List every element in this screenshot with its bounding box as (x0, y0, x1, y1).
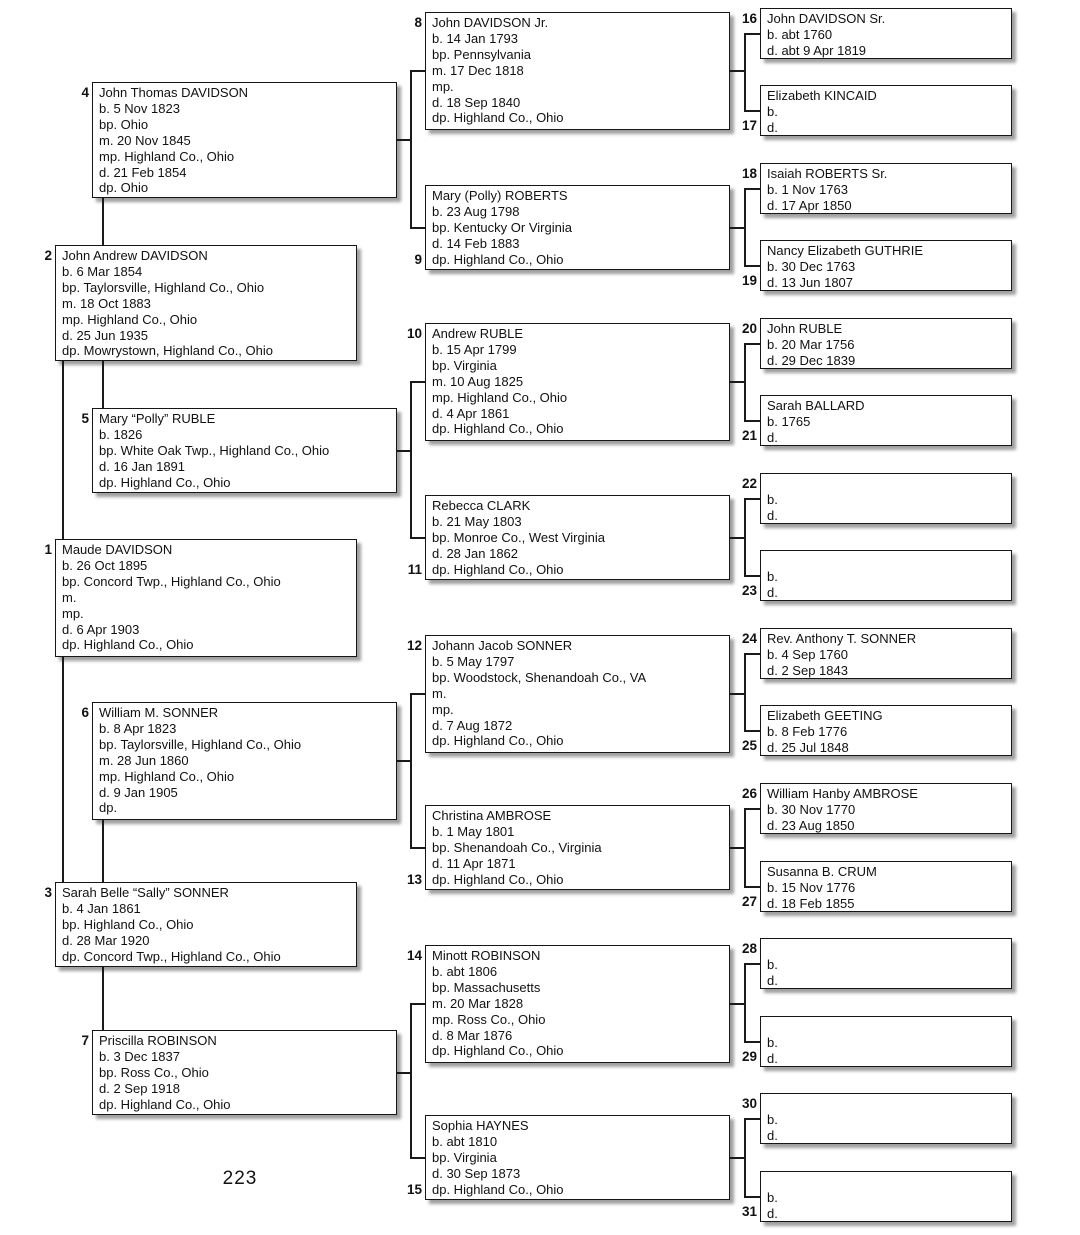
connector-line (62, 361, 64, 539)
person-box (44, 882, 357, 967)
person-number: 9 (414, 252, 422, 267)
connector-line (730, 70, 744, 72)
person-body (761, 164, 1011, 214)
connector-line (410, 1003, 412, 1159)
connector-line (744, 420, 760, 422)
person-detail-line: m. (62, 589, 77, 605)
person-name: John Thomas DAVIDSON (99, 85, 249, 100)
person-box (741, 938, 1012, 989)
person-detail-line: bp. Monroe Co., West Virginia (432, 529, 605, 545)
person-detail-line: bp. Shenandoah Co., Virginia (432, 839, 602, 855)
person-detail-line: b. 14 Jan 1793 (432, 30, 519, 46)
person-box (741, 395, 1012, 446)
person-body (761, 551, 1011, 601)
connector-line (744, 808, 746, 888)
person-detail-line: bp. Virginia (432, 357, 497, 373)
person-body (426, 636, 729, 749)
person-detail-line: d. (767, 1050, 778, 1066)
person-detail-line: d. 17 Apr 1850 (767, 197, 852, 213)
person-detail-line: d. (767, 1205, 778, 1221)
connector-line (102, 361, 104, 408)
connector-line (744, 265, 760, 267)
person-body (761, 784, 1011, 834)
person-detail-line: m. 18 Oct 1883 (62, 295, 151, 311)
person-detail-line: b. 3 Dec 1837 (99, 1048, 180, 1064)
connector-line (730, 847, 744, 849)
person-box (406, 323, 730, 441)
person-detail-line: bp. White Oak Twp., Highland Co., Ohio (99, 442, 330, 458)
person-name: Priscilla ROBINSON (99, 1033, 217, 1048)
connector-line (744, 33, 760, 35)
person-detail-line: dp. Highland Co., Ohio (99, 474, 231, 490)
person-body (93, 703, 396, 816)
connector-line (744, 1041, 760, 1043)
person-detail-line: b. 26 Oct 1895 (62, 557, 148, 573)
person-body (426, 1116, 729, 1198)
person-detail-line: b. abt 1806 (432, 963, 498, 979)
person-number: 7 (81, 1033, 89, 1048)
connector-line (744, 343, 760, 345)
person-number: 12 (406, 638, 422, 653)
person-detail-line: dp. Concord Twp., Highland Co., Ohio (62, 948, 281, 964)
person-number: 1 (44, 542, 52, 557)
person-name (767, 941, 1005, 957)
connector-line (744, 963, 760, 965)
person-detail-line: b. 30 Nov 1770 (767, 801, 856, 817)
person-box (741, 240, 1012, 291)
connector-line (410, 537, 425, 539)
person-body (761, 939, 1011, 989)
person-detail-line: d. 13 Jun 1807 (767, 274, 854, 290)
person-detail-line: d. abt 9 Apr 1819 (767, 42, 867, 58)
person-detail-line: dp. Highland Co., Ohio (432, 871, 564, 887)
person-detail-line: bp. Pennsylvania (432, 46, 532, 62)
person-number: 28 (741, 941, 757, 956)
person-detail-line: d. 4 Apr 1861 (432, 405, 510, 421)
person-box (81, 82, 397, 198)
person-number: 31 (741, 1204, 757, 1219)
person-number: 22 (741, 476, 757, 491)
person-detail-line: mp. Highland Co., Ohio (99, 768, 235, 784)
person-body (56, 246, 356, 359)
person-box (741, 318, 1012, 369)
connector-line (730, 537, 744, 539)
person-detail-line: mp. (62, 605, 84, 621)
person-detail-line: d. 16 Jan 1891 (99, 458, 186, 474)
person-number: 29 (741, 1049, 757, 1064)
person-number: 19 (741, 273, 757, 288)
person-name: Mary (Polly) ROBERTS (432, 188, 568, 203)
connector-line (744, 730, 760, 732)
person-name: Johann Jacob SONNER (432, 638, 573, 653)
connector-line (744, 963, 746, 1043)
person-detail-line: bp. Ross Co., Ohio (99, 1064, 209, 1080)
person-body (426, 324, 729, 437)
person-name: Minott ROBINSON (432, 948, 541, 963)
person-detail-line: b. (767, 1111, 778, 1127)
person-body (761, 86, 1011, 136)
connector-line (730, 1003, 744, 1005)
person-box (741, 473, 1012, 524)
person-name: Susanna B. CRUM (767, 864, 877, 879)
person-number: 14 (406, 948, 422, 963)
person-number: 5 (81, 411, 89, 426)
person-detail-line: m. 17 Dec 1818 (432, 62, 524, 78)
person-detail-line: bp. Taylorsville, Highland Co., Ohio (99, 736, 302, 752)
person-detail-line: b. 4 Jan 1861 (62, 900, 141, 916)
person-box (741, 705, 1012, 756)
person-detail-line: bp. Taylorsville, Highland Co., Ohio (62, 279, 265, 295)
connector-line (730, 693, 744, 695)
person-body (426, 496, 729, 578)
person-body (426, 946, 729, 1059)
person-name: William M. SONNER (99, 705, 219, 720)
person-detail-line: mp. (432, 78, 454, 94)
person-box (414, 12, 730, 130)
person-body (761, 1094, 1011, 1144)
person-detail-line: d. (767, 1127, 778, 1143)
person-body (761, 241, 1011, 291)
person-name: Rebecca CLARK (432, 498, 531, 513)
person-detail-line: d. 29 Dec 1839 (767, 352, 856, 368)
person-body (761, 706, 1011, 756)
person-box (741, 1016, 1012, 1067)
person-detail-line: dp. Highland Co., Ohio (62, 637, 194, 653)
connector-line (410, 1003, 425, 1005)
connector-line (62, 657, 64, 882)
person-number: 30 (741, 1096, 757, 1111)
connector-line (744, 1196, 760, 1198)
person-box (741, 628, 1012, 679)
connector-line (744, 188, 746, 267)
connector-line (744, 188, 760, 190)
person-number: 23 (741, 583, 757, 598)
person-detail-line: b. 23 Aug 1798 (432, 203, 520, 219)
connector-line (744, 808, 760, 810)
page-number: 223 (222, 1168, 258, 1189)
person-detail-line: d. (767, 119, 778, 135)
person-body (426, 13, 729, 126)
person-detail-line: dp. Highland Co., Ohio (432, 733, 564, 749)
person-detail-line: d. 18 Sep 1840 (432, 94, 521, 110)
person-name: William Hanby AMBROSE (767, 786, 918, 801)
person-box (741, 85, 1012, 136)
connector-line (730, 227, 744, 229)
person-body (93, 1031, 396, 1113)
person-detail-line: b. 15 Nov 1776 (767, 879, 856, 895)
person-box (741, 861, 1012, 912)
person-name (767, 1174, 1005, 1190)
person-number: 6 (81, 705, 89, 720)
person-detail-line: b. abt 1760 (767, 26, 833, 42)
connector-line (744, 33, 746, 112)
person-detail-line: bp. Woodstock, Shenandoah Co., VA (432, 669, 647, 685)
connector-line (744, 498, 746, 577)
connector-line (744, 343, 746, 422)
person-body (56, 540, 356, 653)
person-detail-line: mp. Ross Co., Ohio (432, 1011, 546, 1027)
person-detail-line: b. 1 Nov 1763 (767, 181, 848, 197)
person-box (741, 550, 1012, 601)
person-name (767, 1096, 1005, 1112)
connector-line (744, 653, 760, 655)
person-detail-line: b. 30 Dec 1763 (767, 258, 856, 274)
person-detail-line: d. 30 Sep 1873 (432, 1165, 521, 1181)
person-name: Elizabeth KINCAID (767, 88, 877, 103)
person-detail-line: dp. Highland Co., Ohio (99, 1096, 231, 1112)
person-name: Andrew RUBLE (432, 326, 524, 341)
connector-line (102, 198, 104, 245)
person-detail-line: b. (767, 956, 778, 972)
person-detail-line: d. (767, 429, 778, 445)
connector-line (730, 381, 744, 383)
person-name: Sophia HAYNES (432, 1118, 529, 1133)
person-detail-line: dp. Highland Co., Ohio (432, 421, 564, 437)
person-detail-line: d. 28 Jan 1862 (432, 545, 519, 561)
person-number: 17 (741, 118, 757, 133)
person-body (426, 806, 729, 888)
connector-line (410, 227, 425, 229)
person-name: Nancy Elizabeth GUTHRIE (767, 243, 924, 258)
person-detail-line: bp. Highland Co., Ohio (62, 916, 194, 932)
person-name: Rev. Anthony T. SONNER (767, 631, 917, 646)
person-detail-line: d. 9 Jan 1905 (99, 784, 178, 800)
person-detail-line: b. 6 Mar 1854 (62, 263, 143, 279)
person-detail-line: bp. Virginia (432, 1149, 497, 1165)
person-detail-line: b. 1826 (99, 426, 143, 442)
person-number: 18 (741, 166, 757, 181)
person-number: 2 (44, 248, 52, 263)
person-name: Maude DAVIDSON (62, 542, 173, 557)
person-number: 16 (741, 11, 757, 26)
person-detail-line: b. 1765 (767, 413, 811, 429)
person-detail-line: b. (767, 491, 778, 507)
connector-line (744, 653, 746, 732)
connector-line (730, 1157, 744, 1159)
person-detail-line: b. 21 May 1803 (432, 513, 522, 529)
person-detail-line: dp. Ohio (99, 180, 149, 196)
connector-line (102, 967, 104, 1030)
connector-line (410, 70, 425, 72)
person-detail-line: dp. Highland Co., Ohio (432, 561, 564, 577)
connector-line (397, 139, 410, 141)
person-detail-line: d. 2 Sep 1918 (99, 1080, 180, 1096)
person-body (761, 474, 1011, 524)
person-name (767, 1019, 1005, 1035)
person-body (426, 186, 729, 268)
person-detail-line: d. 23 Aug 1850 (767, 817, 855, 833)
connector-line (397, 1072, 410, 1074)
person-box (81, 702, 397, 820)
person-name: Elizabeth GEETING (767, 708, 883, 723)
person-detail-line: mp. Highland Co., Ohio (62, 311, 198, 327)
person-number: 10 (406, 326, 422, 341)
person-name: Sarah Belle “Sally” SONNER (62, 885, 229, 900)
person-box (741, 8, 1012, 59)
person-detail-line: bp. Massachusetts (432, 979, 541, 995)
person-name: John DAVIDSON Sr. (767, 11, 886, 26)
person-detail-line: m. 20 Mar 1828 (432, 995, 524, 1011)
person-number: 8 (414, 15, 422, 30)
person-box (81, 1030, 397, 1115)
person-body (761, 1172, 1011, 1222)
person-detail-line: b. 15 Apr 1799 (432, 341, 517, 357)
person-name: Isaiah ROBERTS Sr. (767, 166, 888, 181)
person-detail-line: dp. Mowrystown, Highland Co., Ohio (62, 343, 273, 359)
person-detail-line: d. 25 Jun 1935 (62, 327, 149, 343)
person-detail-line: bp. Concord Twp., Highland Co., Ohio (62, 573, 281, 589)
person-box (44, 539, 357, 657)
person-detail-line: d. 21 Feb 1854 (99, 164, 187, 180)
person-detail-line: m. 10 Aug 1825 (432, 373, 524, 389)
person-detail-line: d. (767, 507, 778, 523)
person-detail-line: dp. (99, 800, 118, 816)
person-box (741, 783, 1012, 834)
person-number: 13 (406, 872, 422, 887)
person-number: 26 (741, 786, 757, 801)
person-detail-line: d. 11 Apr 1871 (432, 855, 516, 871)
connector-line (410, 693, 412, 849)
person-number: 21 (741, 428, 757, 443)
person-detail-line: d. 6 Apr 1903 (62, 621, 140, 637)
person-number: 25 (741, 738, 757, 753)
person-number: 11 (407, 562, 422, 577)
connector-line (102, 820, 104, 882)
person-detail-line: mp. Highland Co., Ohio (432, 389, 568, 405)
person-name: Mary “Polly” RUBLE (99, 411, 216, 426)
person-detail-line: b. 4 Sep 1760 (767, 646, 848, 662)
person-detail-line: b. 1 May 1801 (432, 823, 515, 839)
person-number: 24 (741, 631, 757, 646)
person-body (761, 396, 1011, 446)
person-name: John DAVIDSON Jr. (432, 15, 549, 30)
person-name (767, 476, 1005, 492)
person-body (761, 1017, 1011, 1067)
connector-line (744, 1118, 746, 1198)
person-detail-line: b. 20 Mar 1756 (767, 336, 855, 352)
connector-line (410, 381, 412, 539)
connector-line (744, 498, 760, 500)
person-box (741, 1171, 1012, 1222)
person-detail-line: b. (767, 103, 778, 119)
person-detail-line: b. 8 Apr 1823 (99, 720, 177, 736)
person-detail-line: d. 7 Aug 1872 (432, 717, 513, 733)
person-detail-line: d. 25 Jul 1848 (767, 739, 849, 755)
person-number: 4 (81, 85, 89, 100)
person-box (44, 245, 357, 361)
person-name: John Andrew DAVIDSON (62, 248, 208, 263)
person-detail-line: d. 8 Mar 1876 (432, 1027, 513, 1043)
person-detail-line: d. (767, 972, 778, 988)
person-detail-line: mp. Highland Co., Ohio (99, 148, 235, 164)
person-detail-line: b. abt 1810 (432, 1133, 498, 1149)
person-detail-line: d. 2 Sep 1843 (767, 662, 848, 678)
person-detail-line: m. 20 Nov 1845 (99, 132, 191, 148)
person-box (741, 163, 1012, 214)
connector-line (410, 70, 412, 229)
person-box (741, 1093, 1012, 1144)
person-detail-line: d. 14 Feb 1883 (432, 235, 520, 251)
person-number: 15 (406, 1182, 422, 1197)
person-body (761, 862, 1011, 912)
person-number: 3 (44, 885, 52, 900)
person-name: Christina AMBROSE (432, 808, 552, 823)
person-detail-line: bp. Kentucky Or Virginia (432, 219, 572, 235)
person-detail-line: b. 8 Feb 1776 (767, 723, 848, 739)
person-box (414, 185, 730, 270)
person-body (761, 629, 1011, 679)
person-detail-line: d. (767, 584, 778, 600)
person-detail-line: bp. Ohio (99, 116, 149, 132)
person-detail-line: d. 18 Feb 1855 (767, 895, 855, 911)
connector-line (744, 886, 760, 888)
person-detail-line: dp. Highland Co., Ohio (432, 1181, 564, 1197)
connector-line (410, 847, 425, 849)
person-body (93, 83, 396, 196)
person-name: John RUBLE (767, 321, 843, 336)
person-name (767, 553, 1005, 569)
person-body (761, 319, 1011, 369)
person-detail-line: dp. Highland Co., Ohio (432, 251, 564, 267)
person-detail-line: b. 5 Nov 1823 (99, 100, 180, 116)
person-name: Sarah BALLARD (767, 398, 865, 413)
person-box (406, 945, 730, 1063)
connector-line (410, 693, 425, 695)
person-detail-line: b. (767, 568, 778, 584)
person-detail-line: b. (767, 1189, 778, 1205)
person-body (56, 883, 356, 965)
person-box (406, 635, 730, 753)
person-detail-line: m. (432, 685, 447, 701)
person-number: 27 (741, 894, 757, 909)
person-number: 20 (741, 321, 757, 336)
person-detail-line: dp. Highland Co., Ohio (432, 110, 564, 126)
person-detail-line: m. 28 Jun 1860 (99, 752, 189, 768)
person-body (93, 409, 396, 491)
connector-line (410, 381, 425, 383)
person-body (761, 9, 1011, 59)
connector-line (397, 450, 410, 452)
person-detail-line: b. 5 May 1797 (432, 653, 515, 669)
person-detail-line: d. 28 Mar 1920 (62, 932, 150, 948)
connector-line (744, 575, 760, 577)
person-box (406, 1115, 730, 1200)
person-detail-line: dp. Highland Co., Ohio (432, 1043, 564, 1059)
connector-line (744, 1118, 760, 1120)
connector-line (410, 1157, 425, 1159)
person-box (406, 805, 730, 890)
person-detail-line: b. (767, 1034, 778, 1050)
person-box (407, 495, 730, 580)
person-detail-line: mp. (432, 701, 454, 717)
person-box (81, 408, 397, 493)
connector-line (744, 110, 760, 112)
connector-line (397, 760, 410, 762)
